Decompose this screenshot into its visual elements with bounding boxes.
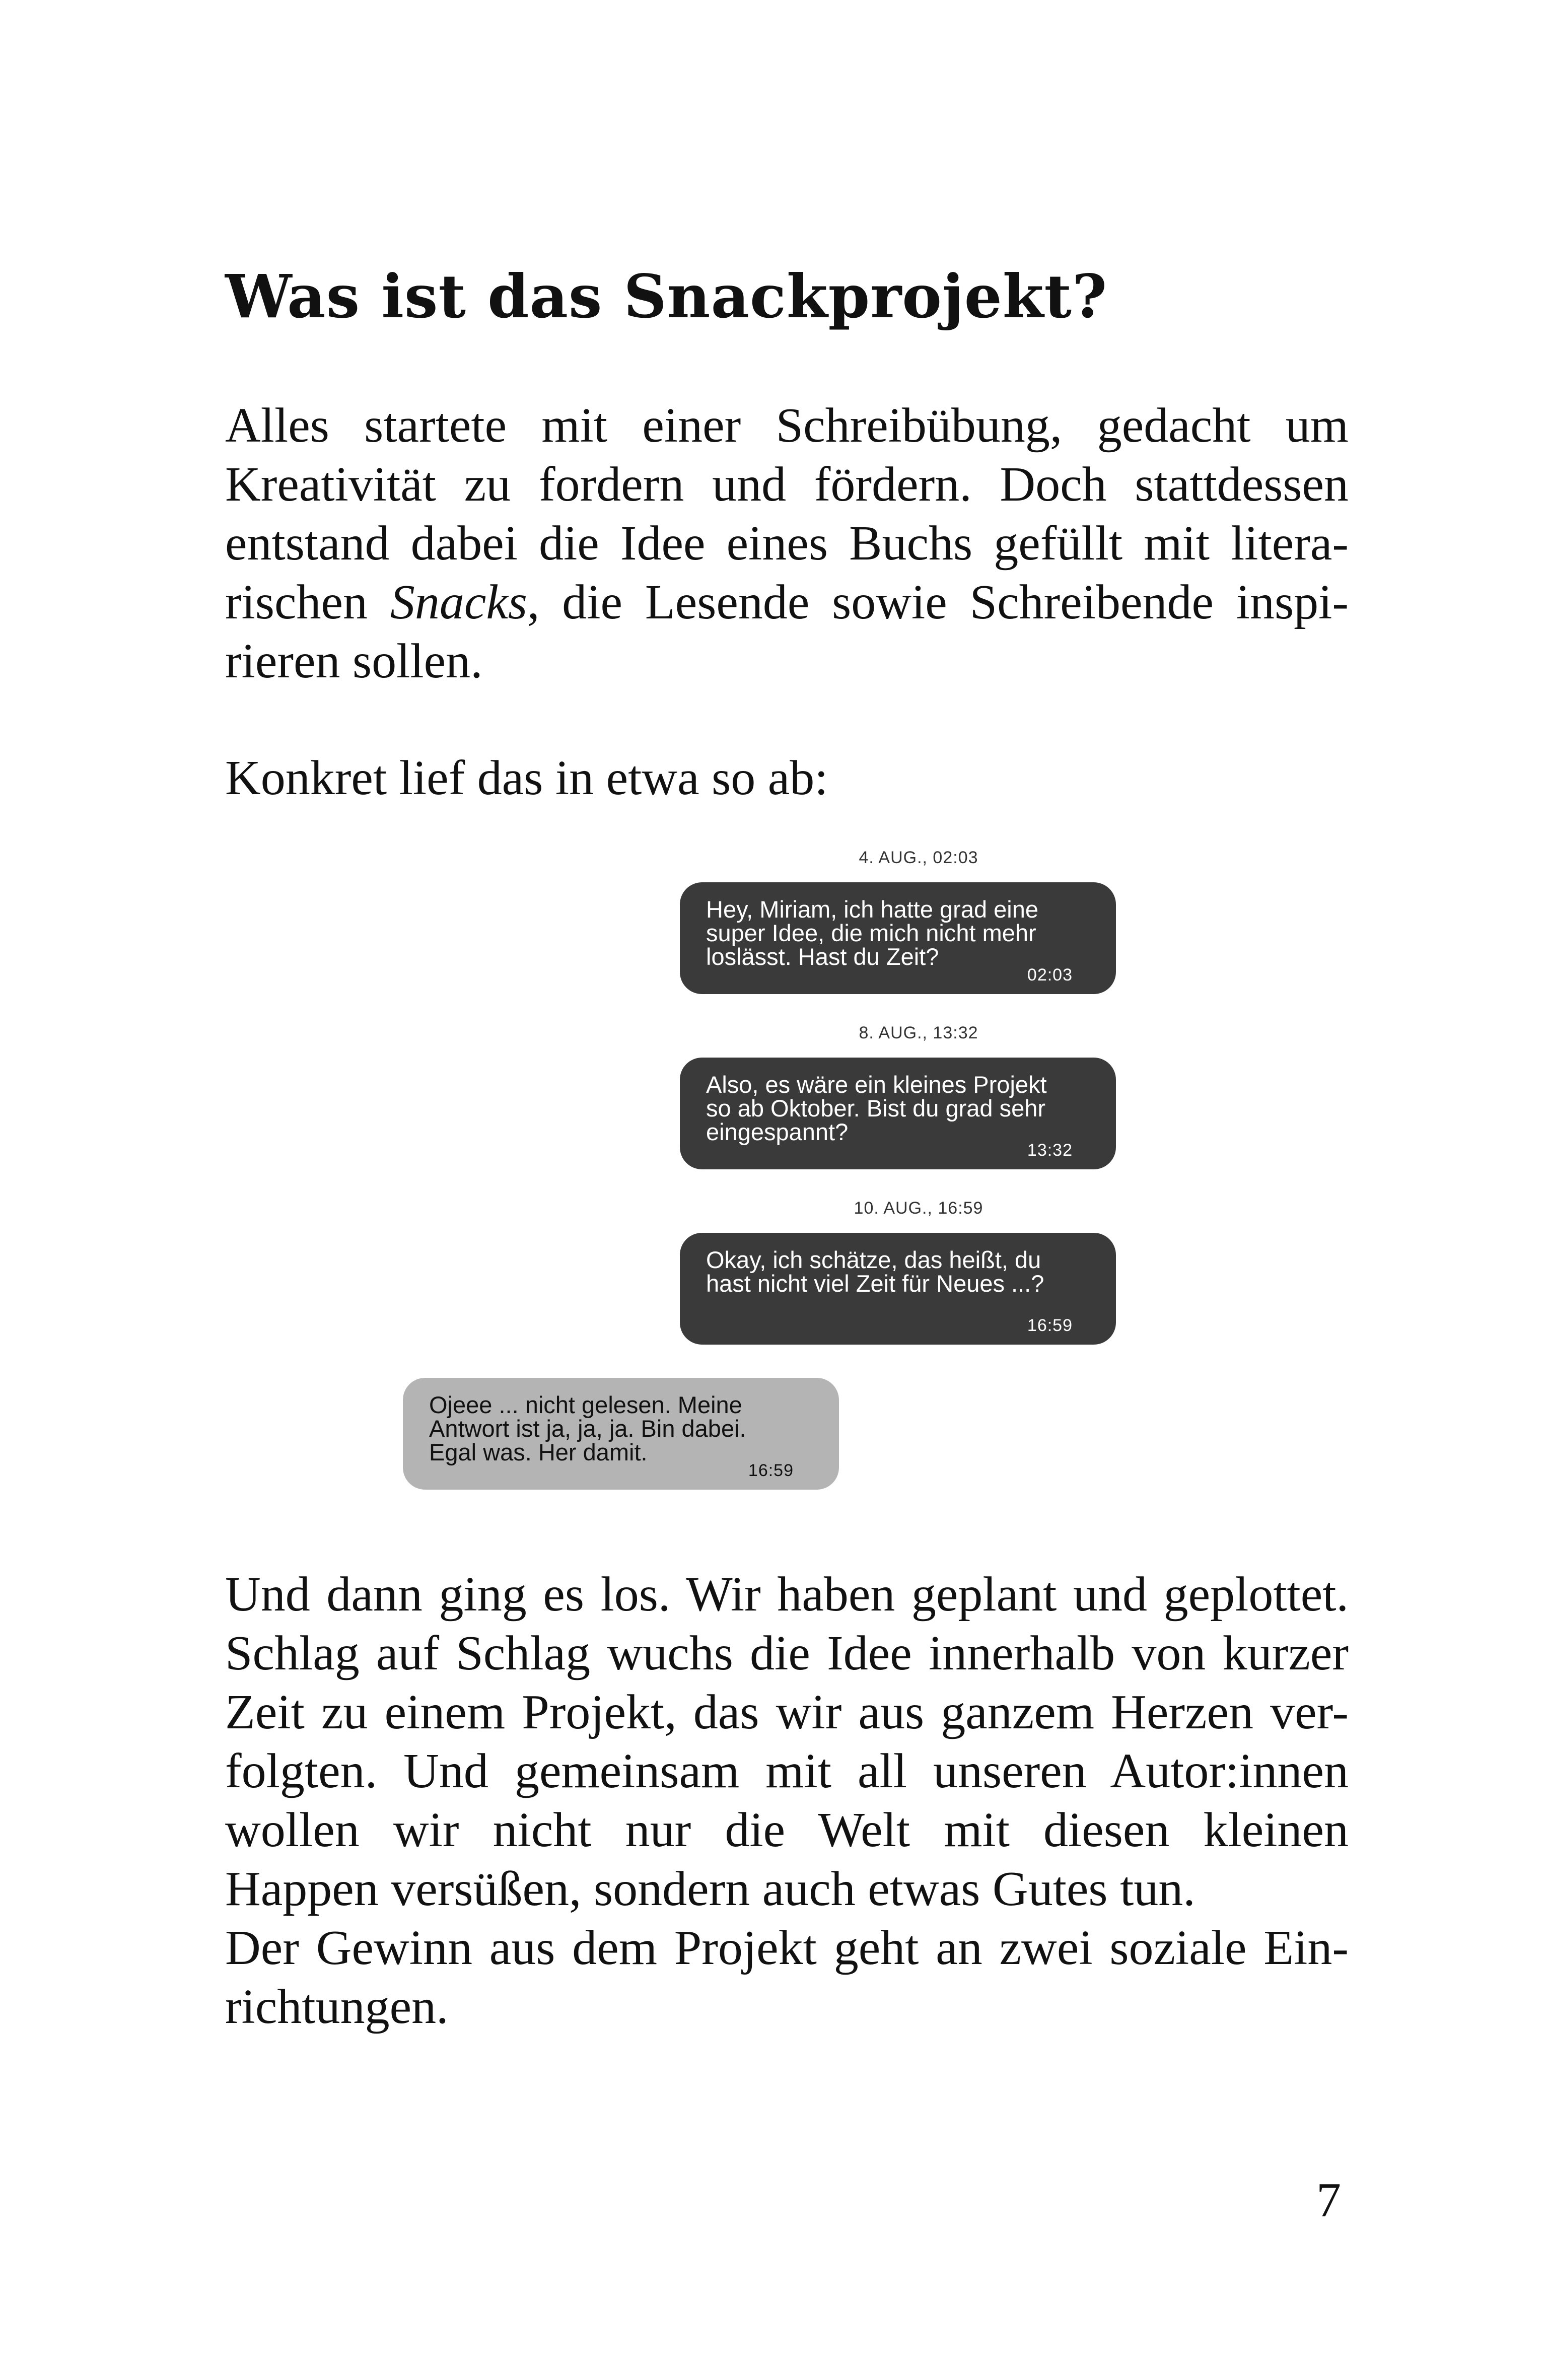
intro-line [225,573,1349,632]
chat-message-time: 13:32 [1027,1141,1073,1160]
chat-message-time: 16:59 [1027,1316,1073,1335]
intro-line: rieren sollen. [225,634,483,688]
snacks-emphasis: Snacks [390,575,527,629]
intro-text: , die Lesende sowie Schreibende inspi- [527,575,1349,629]
chat-bubble-outgoing [680,1233,1116,1345]
story-line: Zeit zu einem Projekt, das wir aus ganzem Herzen ver- [225,1685,1349,1739]
chat-message-text: Hey, Miriam, ich hatte grad eine super Idee, die mich nicht mehr loslässt. Hast du Zeit? [706,896,1039,970]
lead-line: Konkret lief das in etwa so ab: [225,751,828,805]
story-line: Und dann ging es los. Wir haben geplant und geplottet. [225,1567,1349,1622]
page-number: 7 [1316,2173,1341,2227]
chat-message-time: 16:59 [748,1461,794,1480]
lead-paragraph [225,749,1349,808]
story-line: Happen versüßen, sondern auch etwas Gutes tun. [225,1862,1196,1916]
chat-date-stamp: 8. AUG., 13:32 [859,1023,978,1042]
chat-message-time: 02:03 [1027,965,1073,985]
chat-message-text: Okay, ich schätze, das heißt, du hast nicht viel Zeit für Neues ...? [706,1246,1044,1297]
chat-bubble-outgoing [680,882,1116,994]
story-paragraph [225,1565,1349,2037]
intro-line: entstand dabei die Idee eines Buchs gefüllt mit litera- [225,516,1349,571]
story-line: folgten. Und gemeinsam mit all unseren Autor:innen [225,1744,1349,1798]
intro-paragraph [225,396,1349,691]
chat-message-text: Ojeee ... nicht gelesen. Meine Antwort ist ja, ja, ja. Bin dabei. Egal was. Her damit. [429,1391,746,1465]
chat-date-stamp: 10. AUG., 16:59 [854,1199,983,1218]
intro-line: Kreativität zu fordern und fördern. Doch stattdessen [225,457,1349,512]
story-line: Schlag auf Schlag wuchs die Idee innerhalb von kurzer [225,1626,1349,1681]
story-line: richtungen. [225,1980,449,2034]
story-line: Der Gewinn aus dem Projekt geht an zwei soziale Ein- [225,1921,1349,1975]
chat-message-text: Also, es wäre ein kleines Projekt so ab Oktober. Bist du grad sehr eingespannt? [706,1071,1047,1145]
intro-text: rischen [225,575,390,629]
chat-bubble-outgoing [680,1058,1116,1169]
chat-bubble-incoming [403,1378,839,1490]
story-line: wollen wir nicht nur die Welt mit diesen kleinen [225,1803,1349,1857]
page-title: Was ist das Snackprojekt? [225,261,1108,331]
chat-date-stamp: 4. AUG., 02:03 [859,848,978,867]
intro-line: Alles startete mit einer Schreibübung, gedacht um [225,398,1349,453]
